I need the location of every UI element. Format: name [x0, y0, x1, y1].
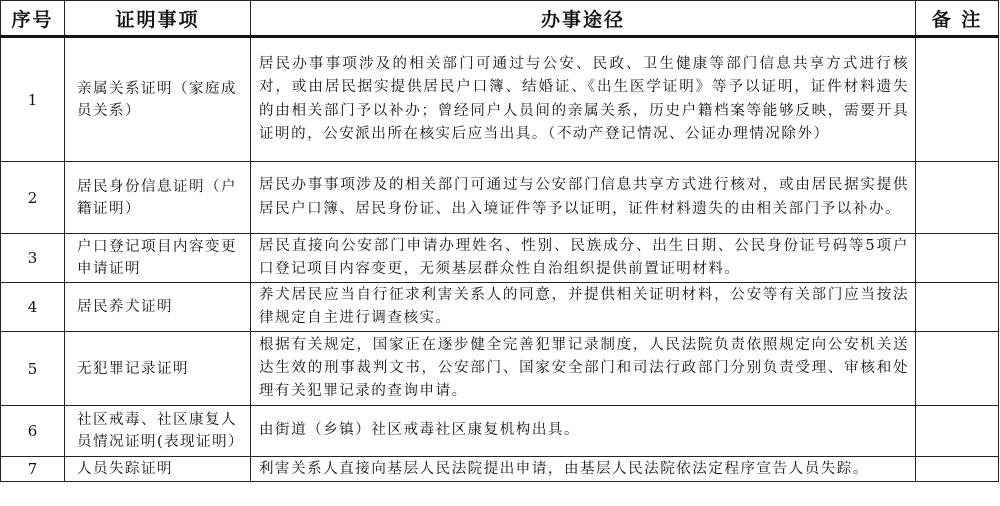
remark — [916, 283, 999, 332]
row-number: 4 — [1, 283, 65, 332]
table-row — [1, 457, 999, 482]
table-row — [1, 332, 999, 406]
header-row — [1, 1, 999, 37]
table-row — [1, 162, 999, 234]
table-row — [1, 283, 999, 332]
table-row — [1, 406, 999, 457]
handling-method: 由街道（乡镇）社区戒毒社区康复机构出具。 — [251, 406, 916, 457]
header-item: 证明事项 — [65, 1, 251, 37]
header-no: 序号 — [1, 1, 65, 37]
remark — [916, 332, 999, 406]
certificate-item: 户口登记项目内容变更申请证明 — [65, 234, 251, 283]
certificate-item: 社区戒毒、社区康复人员情况证明(表现证明） — [65, 406, 251, 457]
certificate-item: 亲属关系证明（家庭成员关系） — [65, 37, 251, 162]
row-number: 5 — [1, 332, 65, 406]
row-number: 3 — [1, 234, 65, 283]
remark — [916, 234, 999, 283]
handling-method: 居民直接向公安部门申请办理姓名、性别、民族成分、出生日期、公民身份证号码等5项户口登记项目内容变更，无须基层群众性自治组织提供前置证明材料。 — [251, 234, 916, 283]
row-number: 7 — [1, 457, 65, 482]
certificate-item: 居民养犬证明 — [65, 283, 251, 332]
certificate-item: 居民身份信息证明（户籍证明） — [65, 162, 251, 234]
table-row — [1, 37, 999, 162]
header-note: 备 注 — [916, 1, 999, 37]
remark — [916, 406, 999, 457]
certificate-item: 无犯罪记录证明 — [65, 332, 251, 406]
row-number: 6 — [1, 406, 65, 457]
table-body — [1, 37, 999, 482]
handling-method: 居民办事事项涉及的相关部门可通过与公安部门信息共享方式进行核对，或由居民据实提供居民户口簿、居民身份证、出入境证件等予以证明，证件材料遗失的由相关部门予以补办。 — [251, 162, 916, 234]
row-number: 1 — [1, 37, 65, 162]
remark — [916, 457, 999, 482]
table-row — [1, 234, 999, 283]
handling-method: 居民办事事项涉及的相关部门可通过与公安、民政、卫生健康等部门信息共享方式进行核对，或由居民据实提供居民户口簿、结婚证、《出生医学证明》等予以证明，证件材料遗失的由相关部门予以补办；曾经同户人员间的亲属关系，历史户籍档案等能够反映，需要开具证明的，公安派出所在核实后应当出具。（不动产登记情况、公证办理情况除外） — [251, 37, 916, 162]
certificate-item: 人员失踪证明 — [65, 457, 251, 482]
handling-method: 养犬居民应当自行征求利害关系人的同意，并提供相关证明材料，公安等有关部门应当按法律规定自主进行调查核实。 — [251, 283, 916, 332]
table-header — [1, 1, 999, 37]
row-number: 2 — [1, 162, 65, 234]
handling-method: 根据有关规定，国家正在逐步健全完善犯罪记录制度，人民法院负责依照规定向公安机关送达生效的刑事裁判文书，公安部门、国家安全部门和司法行政部门分别负责受理、审核和处理有关犯罪记录的查询申请。 — [251, 332, 916, 406]
header-way: 办事途径 — [251, 1, 916, 37]
remark — [916, 37, 999, 162]
remark — [916, 162, 999, 234]
handling-method: 利害关系人直接向基层人民法院提出申请，由基层人民法院依法定程序宣告人员失踪。 — [251, 457, 916, 482]
